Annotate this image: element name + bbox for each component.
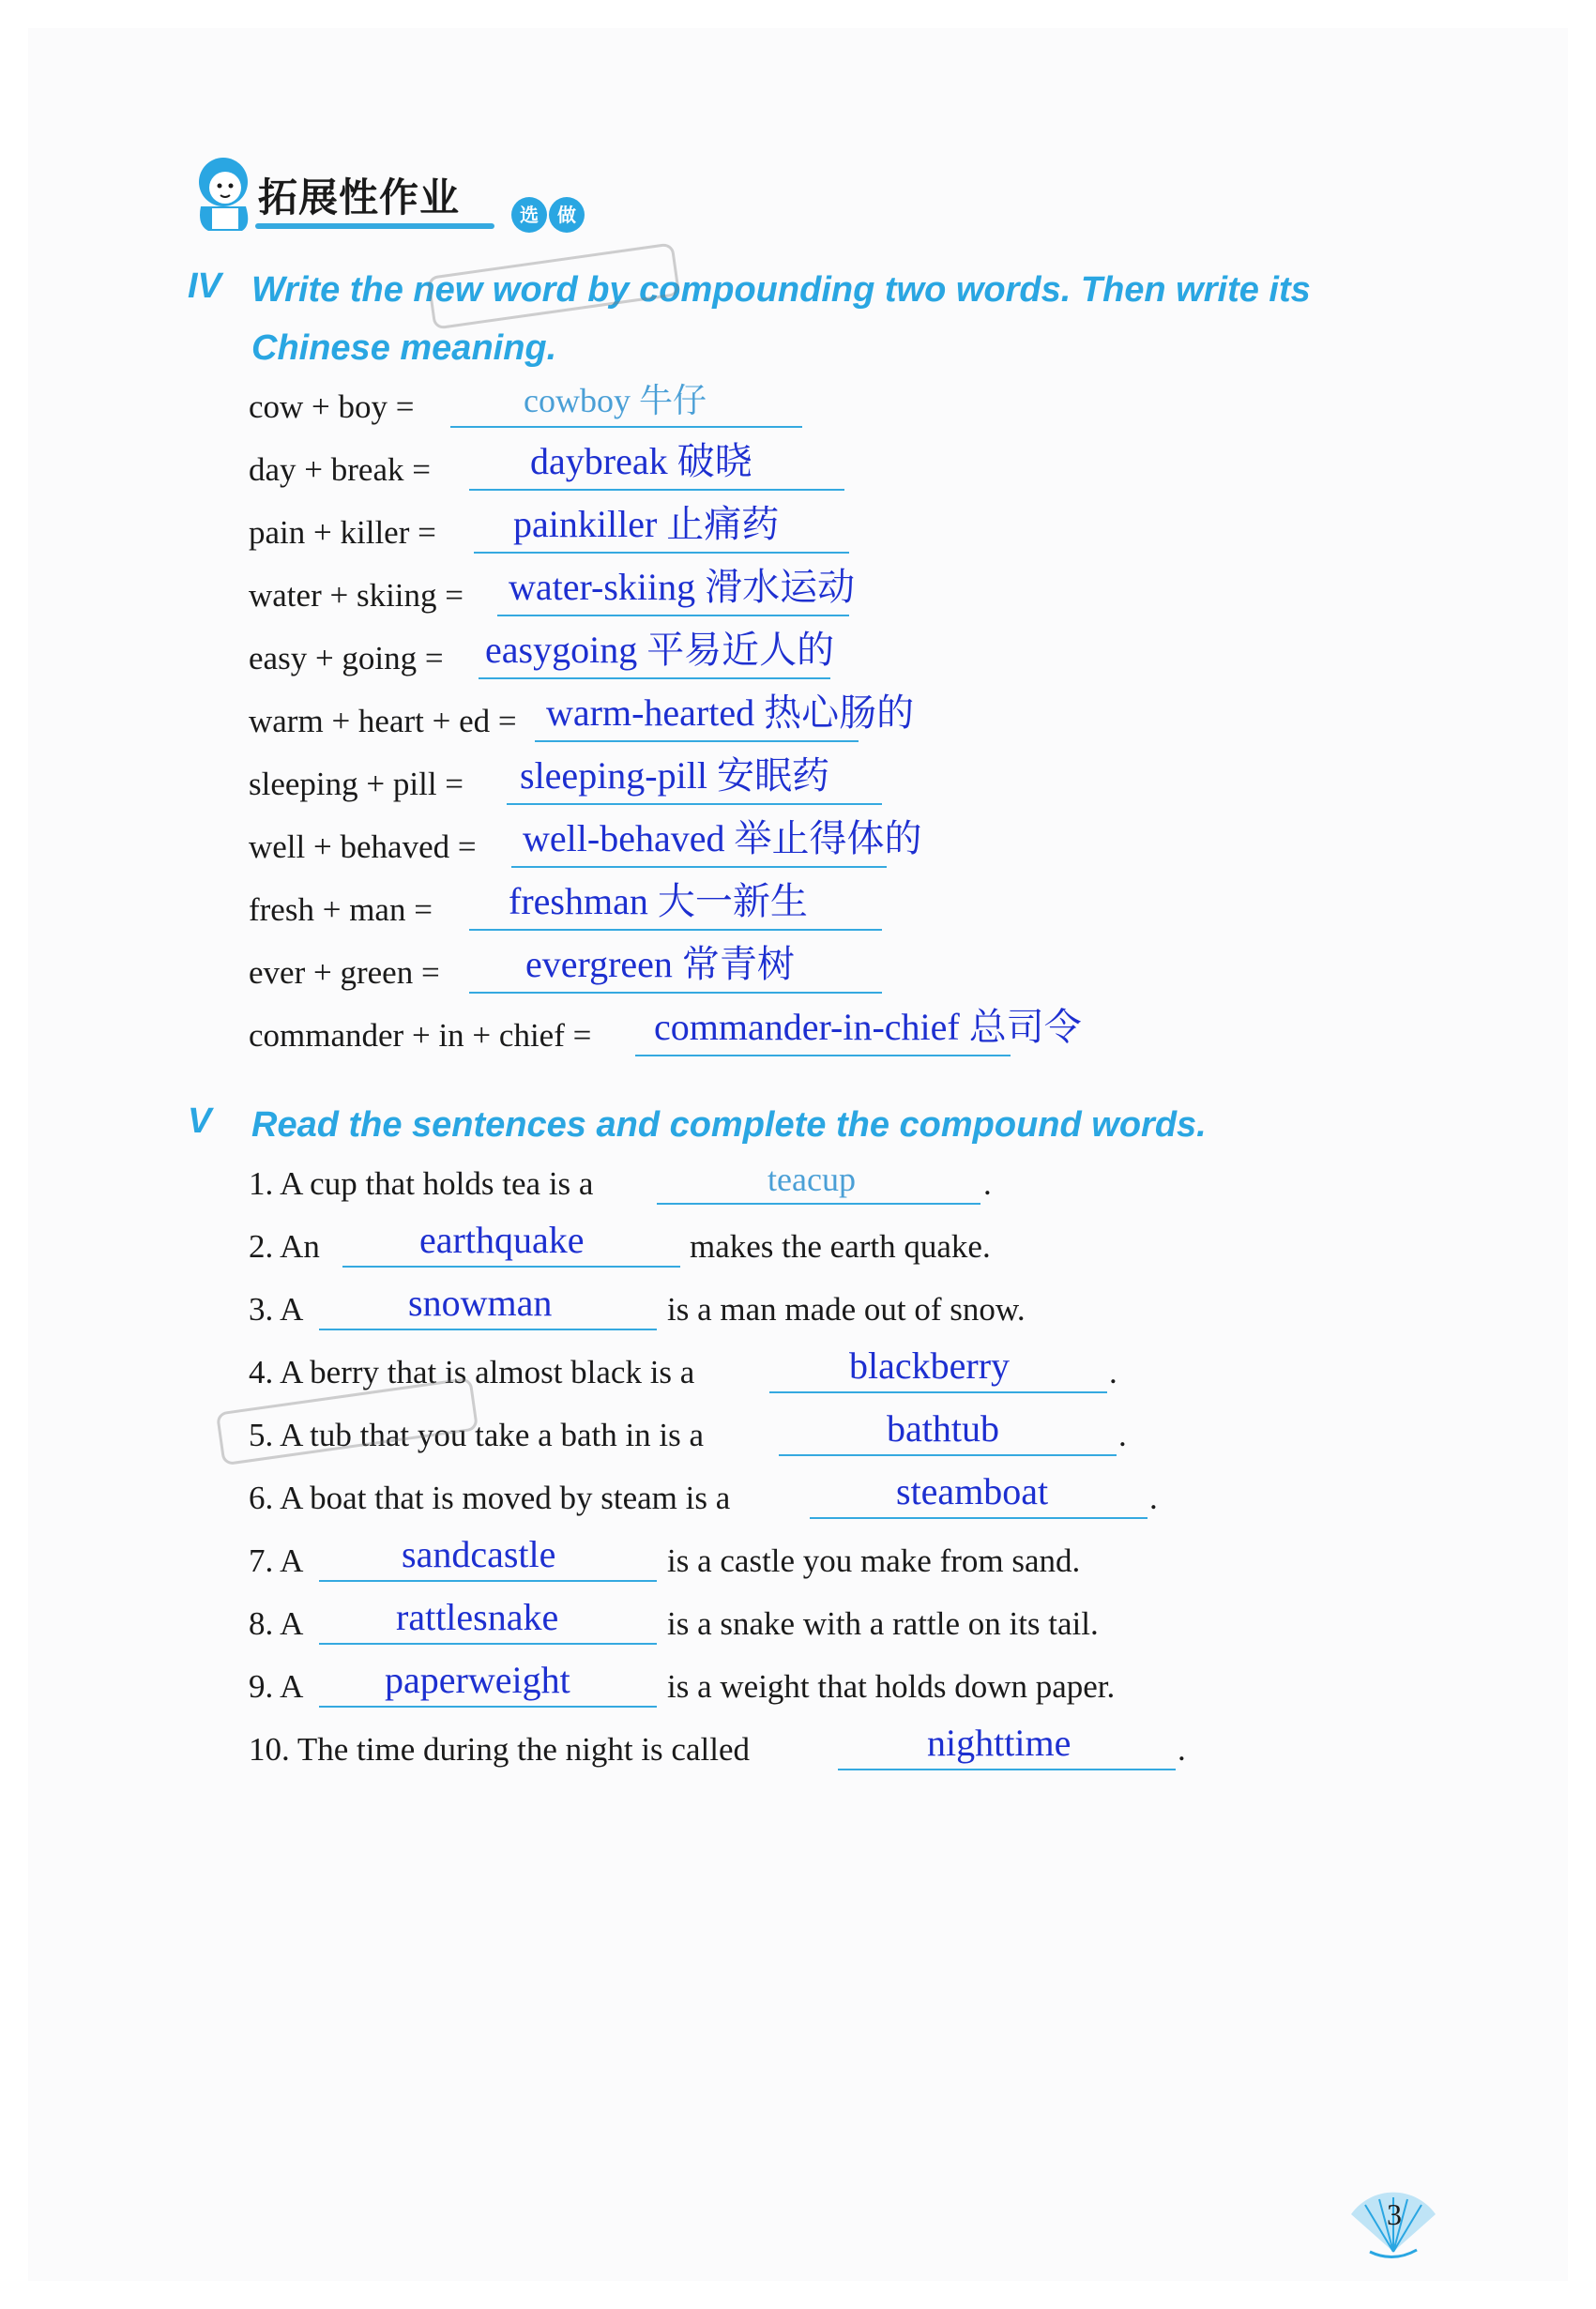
compound-item-4 <box>249 564 1281 620</box>
sentence-answer: bathtub <box>887 1407 999 1450</box>
answer-blank[interactable] <box>635 1055 1011 1056</box>
compound-item-3 <box>249 501 1281 557</box>
sentence-before: 1. A cup that holds tea is a <box>249 1165 594 1202</box>
sentence-before: 8. A <box>249 1605 304 1642</box>
sentence-after: . <box>1178 1731 1186 1768</box>
compound-prompt: sleeping + pill = <box>249 766 464 802</box>
compound-answer: daybreak 破晓 <box>530 440 752 482</box>
sentence-answer: blackberry <box>849 1344 1011 1387</box>
compound-answer: warm-hearted 热心肠的 <box>546 691 915 734</box>
answer-blank[interactable] <box>319 1643 657 1645</box>
do-badge: 做 <box>549 197 585 233</box>
answer-blank[interactable] <box>838 1769 1176 1770</box>
answer-blank[interactable] <box>469 489 844 491</box>
compound-item-6 <box>249 690 1281 746</box>
sentence-answer: snowman <box>408 1282 553 1324</box>
sentence-before: 6. A boat that is moved by steam is a <box>249 1480 731 1516</box>
sentence-after: . <box>1109 1354 1117 1390</box>
sentence-before: 3. A <box>249 1291 304 1328</box>
sentence-before: 10. The time during the night is called <box>249 1731 750 1768</box>
compound-prompt: pain + killer = <box>249 514 436 551</box>
answer-blank[interactable] <box>497 615 849 616</box>
sentence-item-10 <box>249 1718 1281 1774</box>
sentence-item-1 <box>249 1152 1281 1208</box>
sentence-answer: earthquake <box>419 1219 585 1261</box>
compound-prompt: easy + going = <box>249 640 444 676</box>
compound-item-2 <box>249 438 1281 494</box>
sentence-after: . <box>1149 1480 1158 1516</box>
page-number-ornament <box>1342 2186 1445 2261</box>
sentence-item-7 <box>249 1529 1281 1586</box>
student-avatar-icon <box>188 150 253 235</box>
compound-prompt: fresh + man = <box>249 891 433 928</box>
sentence-item-9 <box>249 1655 1281 1711</box>
answer-blank[interactable] <box>469 929 882 931</box>
compound-item-11 <box>249 1004 1281 1060</box>
sentence-answer: teacup <box>768 1161 856 1198</box>
sentence-after: . <box>1118 1417 1127 1453</box>
answer-blank[interactable] <box>319 1329 657 1330</box>
compound-item-8 <box>249 815 1281 872</box>
section-header <box>188 150 676 244</box>
sentence-answer: sandcastle <box>402 1533 556 1575</box>
compound-prompt: cow + boy = <box>249 388 415 425</box>
answer-blank[interactable] <box>479 677 830 679</box>
compound-answer: easygoing 平易近人的 <box>485 629 835 671</box>
sentence-before: 7. A <box>249 1542 304 1579</box>
compound-item-5 <box>249 627 1281 683</box>
answer-blank[interactable] <box>450 426 802 428</box>
sentence-before: 9. A <box>249 1668 304 1705</box>
sentence-after: is a man made out of snow. <box>667 1291 1026 1328</box>
answer-blank[interactable] <box>769 1391 1107 1393</box>
sentence-after: makes the earth quake. <box>690 1228 991 1265</box>
compound-prompt: commander + in + chief = <box>249 1017 592 1054</box>
sentence-item-2 <box>249 1215 1281 1271</box>
section-v-number: V <box>188 1101 212 1141</box>
header-title: 拓展性作业 <box>258 175 461 220</box>
sentence-item-6 <box>249 1466 1281 1523</box>
compound-prompt: ever + green = <box>249 954 440 991</box>
compound-answer: well-behaved 举止得体的 <box>523 817 922 859</box>
answer-blank[interactable] <box>779 1454 1117 1456</box>
sentence-answer: steamboat <box>896 1470 1049 1512</box>
sentence-answer: paperweight <box>385 1659 570 1701</box>
compound-prompt: well + behaved = <box>249 828 477 865</box>
compound-answer: freshman 大一新生 <box>509 880 808 922</box>
sentence-answer: nighttime <box>927 1722 1072 1764</box>
sentence-answer: rattlesnake <box>396 1596 559 1638</box>
sentence-item-8 <box>249 1592 1281 1648</box>
answer-blank[interactable] <box>319 1706 657 1708</box>
sentence-after: . <box>983 1165 992 1202</box>
header-underline <box>255 223 494 229</box>
compound-answer: water-skiing 滑水运动 <box>509 566 856 608</box>
section-v-instruction: Read the sentences and complete the compound words. <box>251 1105 1207 1145</box>
compound-item-1 <box>249 375 1281 432</box>
compound-answer: commander-in-chief 总司令 <box>654 1006 1082 1048</box>
answer-blank[interactable] <box>507 803 882 805</box>
compound-answer: cowboy 牛仔 <box>524 382 707 419</box>
section-iv-instruction-line1: Write the new word by compounding two words. Then write its <box>251 270 1311 310</box>
sentence-before: 5. A tub that you take a bath in is a <box>249 1417 705 1453</box>
section-iv-instruction-line2: Chinese meaning. <box>251 328 557 368</box>
compound-item-9 <box>249 878 1281 934</box>
sentence-before: 4. A berry that is almost black is a <box>249 1354 695 1390</box>
compound-prompt: water + skiing = <box>249 577 464 614</box>
sentence-before: 2. An <box>249 1228 320 1265</box>
answer-blank[interactable] <box>469 992 882 994</box>
compound-prompt: day + break = <box>249 451 431 488</box>
compound-item-10 <box>249 941 1281 997</box>
sentence-after: is a weight that holds down paper. <box>667 1668 1116 1705</box>
sentence-after: is a castle you make from sand. <box>667 1542 1081 1579</box>
answer-blank[interactable] <box>810 1517 1148 1519</box>
answer-blank[interactable] <box>474 552 849 554</box>
compound-prompt: warm + heart + ed = <box>249 703 517 739</box>
page-number: 3 <box>1387 2197 1402 2231</box>
answer-blank[interactable] <box>657 1203 980 1205</box>
compound-answer: evergreen 常青树 <box>525 943 795 985</box>
compound-answer: painkiller 止痛药 <box>513 503 780 545</box>
section-iv-number: IV <box>188 266 221 306</box>
optional-badge: 选 <box>511 197 547 233</box>
answer-blank[interactable] <box>342 1266 680 1268</box>
answer-blank[interactable] <box>535 740 859 742</box>
answer-blank[interactable] <box>319 1580 657 1582</box>
compound-answer: sleeping-pill 安眠药 <box>520 754 829 797</box>
compound-item-7 <box>249 752 1281 809</box>
sentence-item-3 <box>249 1278 1281 1334</box>
sentence-after: is a snake with a rattle on its tail. <box>667 1605 1099 1642</box>
answer-blank[interactable] <box>511 866 887 868</box>
